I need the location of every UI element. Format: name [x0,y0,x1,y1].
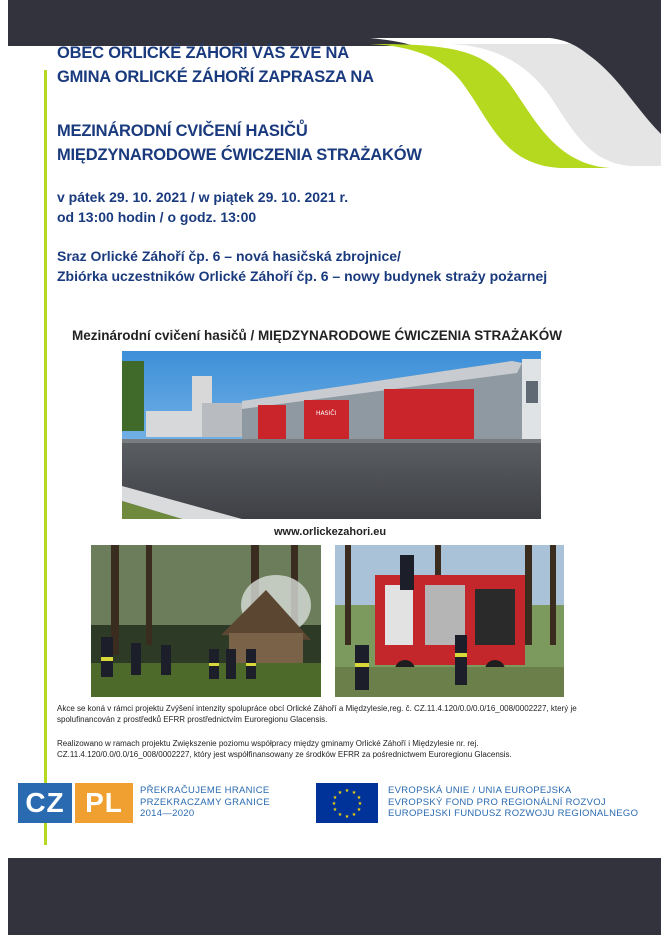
eu-line1: EVROPSKÁ UNIE / UNIA EUROPEJSKA [388,785,572,796]
svg-text:★: ★ [332,795,338,801]
svg-text:★: ★ [332,807,338,813]
svg-text:★: ★ [356,795,362,801]
svg-text:★: ★ [331,801,337,807]
eu-line3: EUROPEJSKI FUNDUSZ ROZWOJU REGIONALNEGO [388,808,639,819]
forest-exercise-photo [91,545,321,697]
event-date: v pátek 29. 10. 2021 / w piątek 29. 10. 2021 r. [57,189,349,205]
svg-text:★: ★ [357,801,363,807]
heading-invite-cz: OBEC ORLICKÉ ZÁHOŘÍ VÁS ZVE NA [57,44,349,62]
czpl-logo-text [140,785,270,820]
svg-text:★: ★ [351,790,357,796]
svg-text:★: ★ [351,812,357,818]
footnote-cz: Akce se koná v rámci projektu Zvýšení intenzity spolupráce obcí Orlické Záhoří a Międzylesie,reg. č. CZ.11.4.120/0.0/0.0/16_008/0002227, který je spolufinancován z prostředků EFRR prostřednictvím Euroregionu Glacensis. [57,704,577,724]
footnote-pl: Realizowano w ramach projektu Zwiększenie poziomu współpracy między gminamy Orlické Záhoří i Międzylesie nr. rej. CZ.11.4.120/0.0/0.0/16_008/0002227, który jest współfinansowany ze środków EFRR za pośrednictwem Euroregionu Glacensis. [57,739,512,759]
svg-text:★: ★ [344,788,350,794]
photo-caption: Mezinárodní cvičení hasičů / MIĘDZYNARODOWE ĆWICZENIA STRAŻAKÓW [72,328,563,343]
svg-text:★: ★ [337,790,343,796]
event-place-pl: Zbiórka uczestników Orlické Záhoří čp. 6 – nowy budynek straży pożarnej [57,268,548,284]
eu-logo-text [388,785,638,820]
heading-invite-pl: GMINA ORLICKÉ ZÁHOŘÍ ZAPRASZA NA [57,68,374,86]
czpl-logo-pl: PL [75,783,133,823]
eu-line2: EVROPSKÝ FOND PRO REGIONÁLNÍ ROZVOJ [388,796,606,808]
svg-text:★: ★ [337,812,343,818]
event-time: od 13:00 hodin / o godz. 13:00 [57,209,257,225]
bottom-dark-band [8,858,661,935]
heading-event-pl: MIĘDZYNARODOWE ĆWICZENIA STRAŻAKÓW [57,146,422,164]
website-link[interactable]: www.orlickezahori.eu [274,526,387,538]
czpl-line3: 2014—2020 [140,808,195,819]
svg-text:★: ★ [344,814,350,820]
czpl-line2: PRZEKRACZAMY GRANICE [140,796,270,808]
czpl-logo-cz: CZ [18,783,72,823]
fire-station-photo [122,351,541,519]
heading-event-cz: MEZINÁRODNÍ CVIČENÍ HASIČŮ [57,122,308,140]
czpl-line1: PŘEKRAČUJEME HRANICE [140,785,270,796]
event-place-cz: Sraz Orlické Záhoří čp. 6 – nová hasičská zbrojnice/ [57,248,401,264]
fire-truck-photo [335,545,564,697]
hasici-sign: HASIČI [316,410,337,417]
czpl-logo [18,783,133,823]
svg-text:★: ★ [356,807,362,813]
green-accent-line [44,70,47,845]
eu-flag-icon [316,783,378,823]
